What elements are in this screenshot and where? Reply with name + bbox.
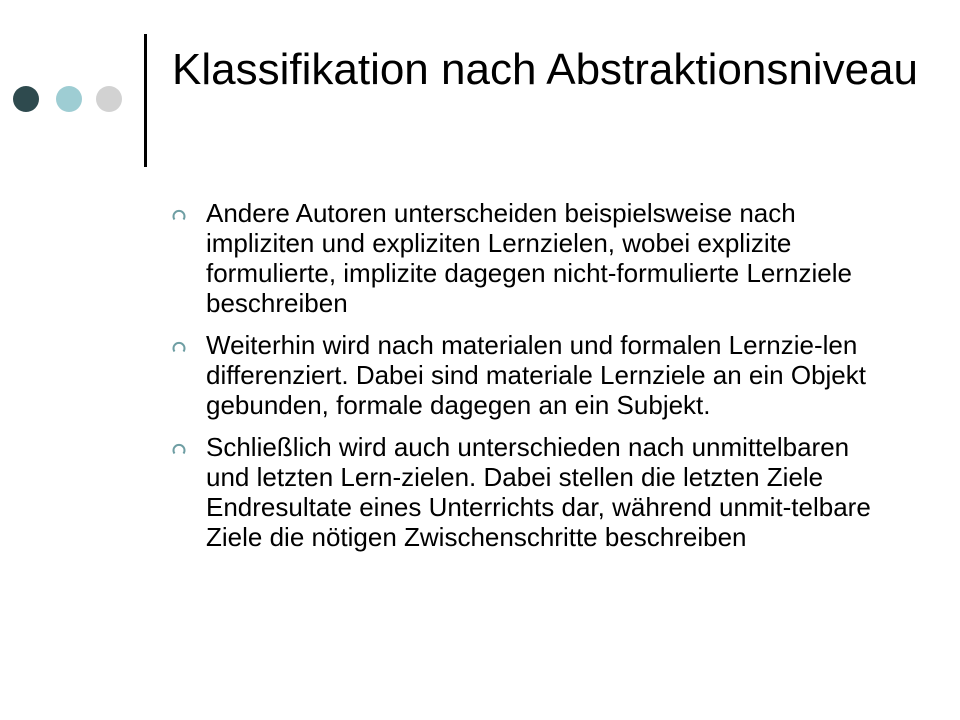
bullet-list [172, 198, 892, 564]
ring-bullet-icon [172, 441, 186, 455]
bullet-text: Schließlich wird auch unterschieden nach unmittelbaren und letzten Lern-zielen. Dabei stellen die letzten Ziele Endresultate eines Unterrichts dar, während unmit-telbare Ziele die nötigen Zwischenschritte beschreiben [206, 432, 871, 552]
dark-teal-dot-icon [13, 86, 39, 112]
bullet-item [172, 198, 892, 318]
ring-bullet-icon [172, 207, 186, 221]
bullet-text: Andere Autoren unterscheiden beispielsweise nach impliziten und expliziten Lernzielen, wobei explizite formulierte, implizite dagegen nicht-formulierte Lernziele beschreiben [206, 198, 852, 318]
light-teal-dot-icon [56, 86, 82, 112]
title-divider [144, 34, 147, 167]
bullet-text: Weiterhin wird nach materialen und formalen Lernzie-len differenziert. Dabei sind materiale Lernziele an ein Objekt gebunden, formale dagegen an ein Subjekt. [206, 330, 866, 420]
bullet-item [172, 432, 892, 552]
ring-bullet-icon [172, 339, 186, 353]
gray-dot-icon [96, 86, 122, 112]
bullet-item [172, 330, 892, 420]
slide-title: Klassifikation nach Abstraktionsniveau [172, 45, 918, 94]
